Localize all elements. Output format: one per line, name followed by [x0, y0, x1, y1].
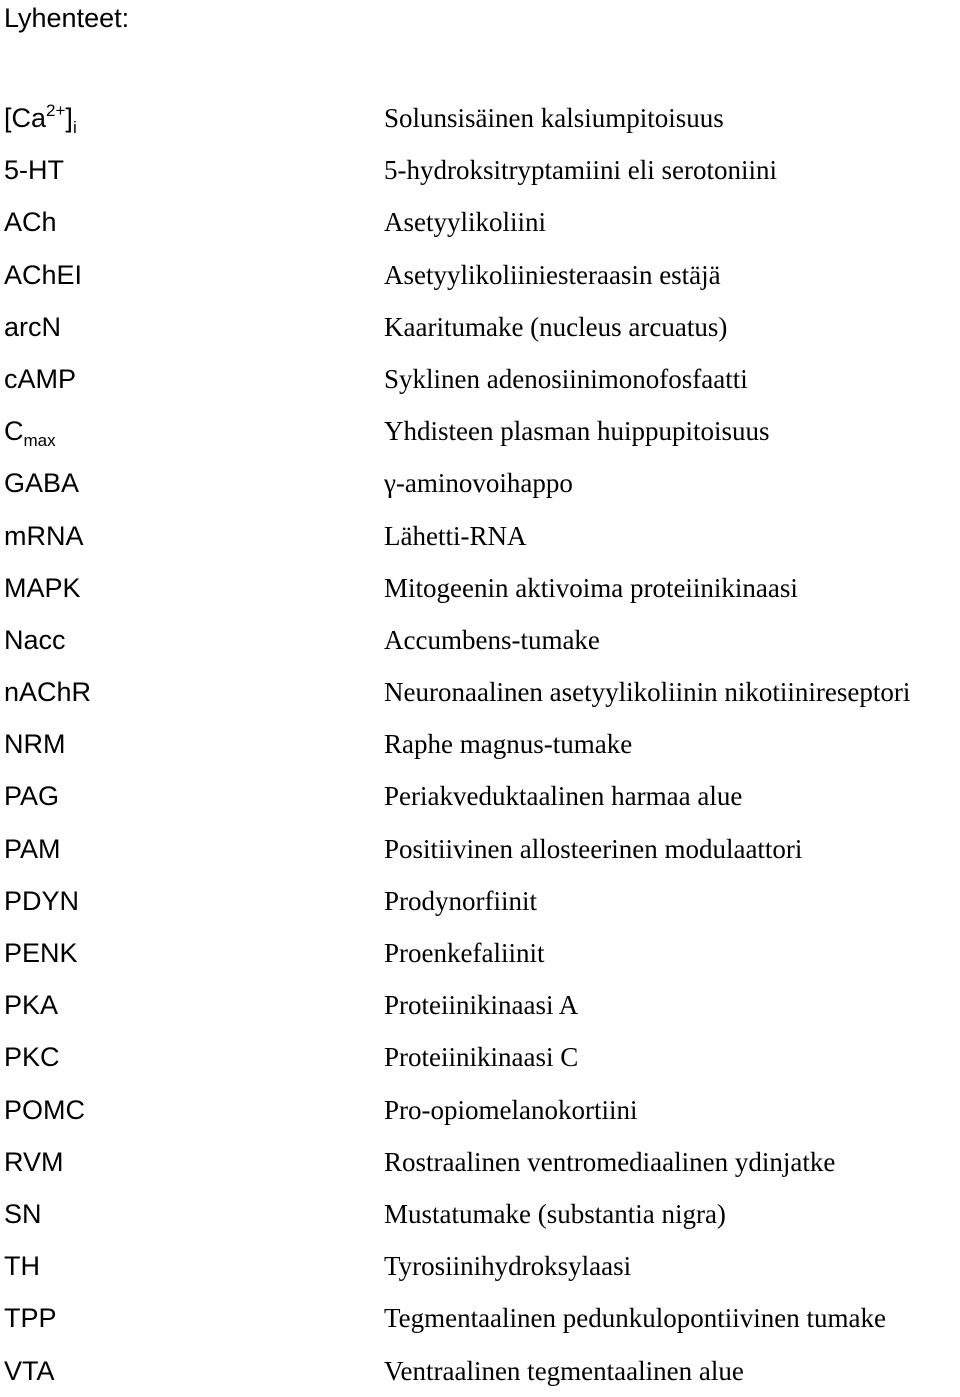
abbreviation-term: PENK [4, 938, 78, 968]
abbreviation-row [0, 562, 960, 614]
abbreviation-row [0, 353, 960, 405]
abbreviation-definition: Raphe magnus-tumake [384, 729, 633, 760]
abbreviation-definition: Periakveduktaalinen harmaa alue [384, 781, 743, 812]
abbreviation-term-text: [Ca [4, 103, 47, 133]
abbreviation-term: TPP [4, 1303, 57, 1334]
abbreviation-definition: Pro-opiomelanokortiini [384, 1094, 638, 1125]
abbreviation-row [0, 1188, 960, 1240]
abbreviation-term: PAG [4, 781, 60, 812]
abbreviation-term: NRM [4, 729, 66, 760]
abbreviation-term: MAPK [4, 572, 81, 603]
abbreviation-row [0, 301, 960, 353]
abbreviation-row [0, 614, 960, 666]
abbreviation-term: VTA [4, 1355, 55, 1386]
abbreviation-term: Nacc [4, 624, 66, 655]
abbreviation-term: PDYN [4, 885, 80, 916]
abbreviation-term: RVM [4, 1146, 64, 1177]
abbreviation-definition: Asetyylikoliini [384, 207, 546, 238]
abbreviation-row [0, 666, 960, 718]
abbreviation-term: 5-HT [4, 155, 64, 186]
abbreviation-term-text: ] [65, 103, 73, 133]
abbreviation-row [0, 92, 960, 144]
abbreviation-term-text: C [4, 416, 24, 447]
abbreviation-subscript: i [72, 118, 77, 137]
abbreviation-row [0, 144, 960, 196]
abbreviation-row [0, 1240, 960, 1292]
abbreviation-term: PKA [4, 990, 59, 1021]
abbreviation-term: GABA [4, 468, 80, 499]
abbreviation-definition: Mitogeenin aktivoima proteiinikinaasi [384, 572, 798, 603]
abbreviation-row [0, 196, 960, 248]
abbreviation-row [0, 875, 960, 927]
abbreviation-term: POMC [4, 1094, 85, 1125]
abbreviation-row [0, 1031, 960, 1083]
abbreviation-definition: Proteiinikinaasi A [384, 990, 579, 1021]
abbreviation-term: AChEI [4, 259, 83, 290]
abbreviation-subscript: max [23, 431, 56, 451]
abbreviation-definition: γ-aminovoihappo [384, 468, 573, 499]
abbreviation-definition: Lähetti-RNA [384, 520, 527, 551]
abbreviation-definition: Rostraalinen ventromediaalinen ydinjatke [384, 1146, 836, 1177]
abbreviation-term: PAM [4, 833, 61, 864]
abbreviation-term: cAMP [4, 363, 77, 394]
abbreviation-list [0, 92, 960, 1397]
abbreviation-definition: Tyrosiinihydroksylaasi [384, 1251, 632, 1282]
abbreviation-row [0, 457, 960, 509]
abbreviation-row [0, 405, 960, 457]
abbreviation-definition: Solunsisäinen kalsiumpitoisuus [384, 103, 724, 133]
abbreviation-definition: Accumbens-tumake [384, 624, 600, 655]
abbreviation-term: TH [4, 1251, 40, 1282]
page-title: Lyhenteet: [4, 3, 130, 33]
abbreviation-term [4, 92, 77, 144]
abbreviation-row [0, 1292, 960, 1344]
abbreviation-row [0, 1084, 960, 1136]
abbreviation-row [0, 510, 960, 562]
abbreviation-row [0, 718, 960, 770]
abbreviation-row [0, 927, 960, 979]
abbreviation-superscript: 2+ [46, 101, 66, 120]
abbreviation-term [4, 405, 56, 457]
abbreviation-definition: Tegmentaalinen pedunkulopontiivinen tumake [384, 1303, 886, 1334]
abbreviation-row [0, 770, 960, 822]
abbreviation-definition: Proenkefaliinit [384, 938, 545, 968]
abbreviation-definition: Kaaritumake (nucleus arcuatus) [384, 311, 728, 342]
abbreviation-definition: Proteiinikinaasi C [384, 1042, 579, 1073]
abbreviation-term: SN [4, 1198, 42, 1229]
abbreviation-term: ACh [4, 207, 57, 238]
abbreviation-definition: 5-hydroksitryptamiini eli serotoniini [384, 155, 777, 186]
abbreviation-term: arcN [4, 311, 62, 342]
abbreviation-term: PKC [4, 1042, 60, 1073]
abbreviation-term: nAChR [4, 677, 92, 708]
abbreviation-row [0, 823, 960, 875]
abbreviation-definition: Ventraalinen tegmentaalinen alue [384, 1355, 744, 1386]
abbreviation-term: mRNA [4, 520, 84, 551]
abbreviation-row [0, 979, 960, 1031]
abbreviation-definition: Yhdisteen plasman huippupitoisuus [384, 416, 770, 447]
abbreviation-definition: Mustatumake (substantia nigra) [384, 1198, 726, 1229]
abbreviation-definition: Syklinen adenosiinimonofosfaatti [384, 363, 748, 394]
abbreviation-row [0, 1345, 960, 1397]
abbreviation-definition: Asetyylikoliiniesteraasin estäjä [384, 259, 721, 290]
abbreviation-row [0, 1136, 960, 1188]
abbreviation-row [0, 249, 960, 301]
abbreviation-definition: Neuronaalinen asetyylikoliinin nikotiinireseptori [384, 677, 911, 708]
abbreviation-definition: Positiivinen allosteerinen modulaattori [384, 833, 803, 864]
abbreviation-definition: Prodynorfiinit [384, 885, 537, 916]
